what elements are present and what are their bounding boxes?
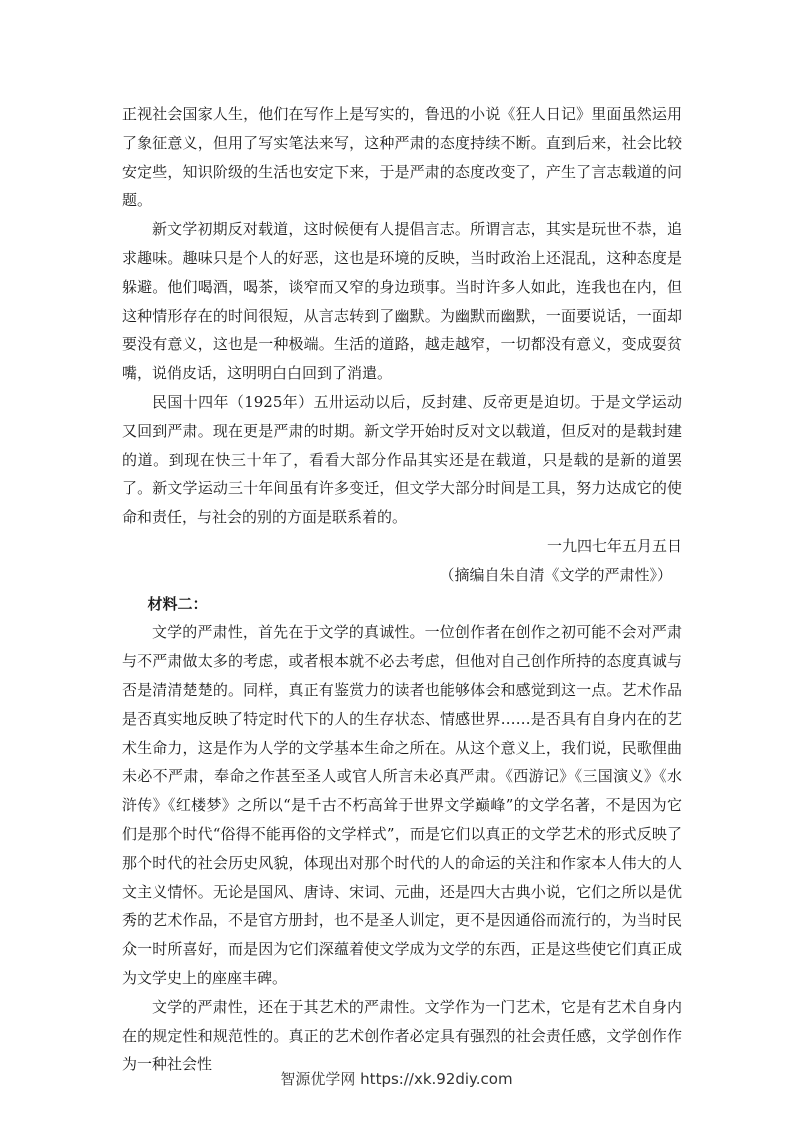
paragraph: 民国十四年（1925年）五卅运动以后，反封建、反帝更是迫切。于是文学运动又回到严肃。现在更是严肃的时期。新文学开始时反对文以载道，但反对的是载封建的道。到现在快三十年了，看看大部分作品其实还是在载道，只是载的是新的道罢了。新文学运动三十年间虽有许多变迁，但文学大部分时间是工具，努力达成它的使命和责任，与社会的别的方面是联系着的。 — [122, 392, 682, 527]
footer-watermark: 智源优学网 https://xk.92diy.com — [280, 1070, 513, 1088]
section-heading: 材料二： — [147, 594, 208, 613]
document-body — [122, 100, 682, 1079]
paragraph: 新文学初期反对载道，这时候便有人提倡言志。所谓言志，其实是玩世不恭，追求趣味。趣味只是个人的好恶，这也是环境的反映，当时政治上还混乱，这种态度是躲避。他们喝酒，喝茶，谈窄而又窄的身边琐事。当时许多人如此，连我也在内，但这种情形存在的时间很短，从言志转到了幽默。为幽默而幽默，一面要说话，一面却要没有意义，这也是一种极端。生活的道路，越走越窄，一切都没有意义，变成耍贫嘴，说俏皮话，这明明白白回到了消遣。 — [122, 220, 682, 383]
paragraph-continuation: 正视社会国家人生，他们在写作上是写实的，鲁迅的小说《狂人日记》里面虽然运用了象征意义，但用了写实笔法来写，这种严肃的态度持续不断。直到后来，社会比较安定些，知识阶级的生活也安定下来，于是严肃的态度改变了，产生了言志载道的问题。 — [122, 105, 682, 210]
date-line: 一九四七年五月五日 — [546, 536, 682, 555]
source-line: （摘编自朱自清《文学的严肃性》） — [439, 565, 672, 584]
paragraph: 文学的严肃性，还在于其艺术的严肃性。文学作为一门艺术，它是有艺术自身内在的规定性和规范性的。真正的艺术创作者必定具有强烈的社会责任感，文学创作作为一种社会性 — [122, 997, 682, 1074]
paragraph: 文学的严肃性，首先在于文学的真诚性。一位创作者在创作之初可能不会对严肃与不严肃做太多的考虑，或者根本就不必去考虑，但他对自己创作所持的态度真诚与否是清清楚楚的。同样，真正有鉴赏力的读者也能够体会和感觉到这一点。艺术作品是否真实地反映了特定时代下的人的生存状态、情感世界……是否具有自身内在的艺术生命力，这是作为人学的文学基本生命之所在。从这个意义上，我们说，民歌俚曲未必不严肃，奉命之作甚至圣人或官人所言未必真严肃。《西游记》《三国演义》《水浒传》《红楼梦》之所以“是千古不朽高耸于世界文学巅峰”的文学名著，不是因为它们是那个时代“俗得不能再俗的文学样式”，而是它们以真正的文学艺术的形式反映了那个时代的社会历史风貌，体现出对那个时代的人的命运的关注和作家本人伟大的人文主义情怀。无论是国风、唐诗、宋词、元曲，还是四大古典小说，它们之所以是优秀的艺术作品，不是官方册封，也不是圣人训定，更不是因通俗而流行的，为当时民众一时所喜好，而是因为它们深蕴着使文学成为文学的东西，正是这些使它们真正成为文学史上的座座丰碑。 — [122, 623, 682, 987]
